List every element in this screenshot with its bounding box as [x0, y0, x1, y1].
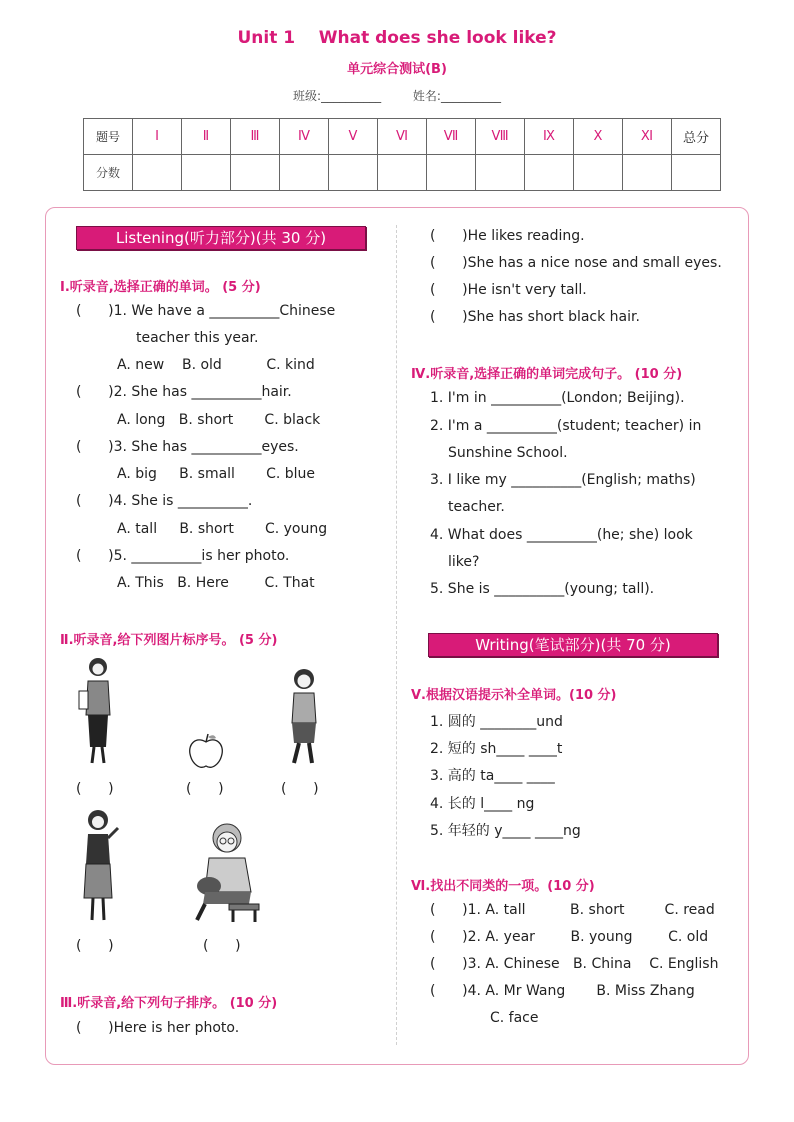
sentence-line: ( )Here is her photo. — [76, 1020, 240, 1036]
question-line: ( )5. __________is her photo. — [76, 548, 290, 564]
option-line: A. new B. old C. kind — [117, 357, 315, 373]
col-head: Ⅵ — [378, 119, 427, 155]
question-line: 3. 高的 ta____ ____ — [430, 768, 555, 784]
question-line: ( )1. A. tall B. short C. read — [430, 902, 715, 918]
col-head: Ⅰ — [133, 119, 182, 155]
sentence-line: ( )She has short black hair. — [430, 309, 640, 325]
score-cell[interactable] — [182, 155, 231, 191]
option-line: A. long B. short C. black — [117, 412, 321, 428]
score-head: 分数 — [84, 155, 133, 191]
question-line: ( )4. A. Mr Wang B. Miss Zhang — [430, 983, 695, 999]
score-cell[interactable] — [525, 155, 574, 191]
section-1-title: Ⅰ.听录音,选择正确的单词。 (5 分) — [60, 280, 261, 295]
option-line: A. This B. Here C. That — [117, 575, 315, 591]
col-head: Ⅴ — [329, 119, 378, 155]
score-cell[interactable] — [378, 155, 427, 191]
question-line: Sunshine School. — [448, 445, 568, 461]
col-head: Ⅹ — [574, 119, 623, 155]
section-2-title: Ⅱ.听录音,给下列图片标序号。 (5 分) — [60, 633, 278, 648]
col-head: Ⅱ — [182, 119, 231, 155]
answer-bracket[interactable]: ( ) — [281, 781, 319, 797]
col-head: Ⅶ — [427, 119, 476, 155]
page-title: Unit 1 What does she look like? — [237, 28, 557, 48]
col-head: Ⅲ — [231, 119, 280, 155]
score-cell[interactable] — [280, 155, 329, 191]
score-cell[interactable] — [574, 155, 623, 191]
question-line: 1. 圆的 ________und — [430, 714, 563, 730]
score-cell[interactable] — [672, 155, 721, 191]
answer-bracket[interactable]: ( ) — [76, 938, 114, 954]
col-head: Ⅷ — [476, 119, 525, 155]
listening-banner: Listening(听力部分)(共 30 分) — [76, 226, 366, 250]
question-line: ( )2. A. year B. young C. old — [430, 929, 709, 945]
student-info — [0, 87, 794, 104]
section-3-title: Ⅲ.听录音,给下列句子排序。 (10 分) — [60, 996, 278, 1011]
question-line: ( )3. She has __________eyes. — [76, 439, 299, 455]
sentence-line: ( )He likes reading. — [430, 228, 585, 244]
question-line: ( )2. She has __________hair. — [76, 384, 292, 400]
score-table — [83, 118, 721, 191]
question-line: teacher this year. — [136, 330, 259, 346]
answer-bracket[interactable]: ( ) — [186, 781, 224, 797]
section-5-title: Ⅴ.根据汉语提示补全单词。(10 分) — [411, 688, 617, 703]
section-6-title: Ⅵ.找出不同类的一项。(10 分) — [411, 879, 595, 894]
score-cell[interactable] — [623, 155, 672, 191]
question-line: like? — [448, 554, 480, 570]
page-subtitle: 单元综合测试(B) — [347, 62, 447, 77]
question-line: 4. What does __________(he; she) look — [430, 527, 693, 543]
column-divider — [396, 225, 397, 1045]
answer-bracket[interactable]: ( ) — [203, 938, 241, 954]
option-line: A. big B. small C. blue — [117, 466, 316, 482]
question-line: 4. 长的 l____ ng — [430, 796, 535, 812]
sentence-line: ( )He isn't very tall. — [430, 282, 587, 298]
old-man-picture — [183, 820, 265, 924]
answer-bracket[interactable]: ( ) — [76, 781, 114, 797]
score-cell[interactable] — [329, 155, 378, 191]
score-cell[interactable] — [476, 155, 525, 191]
apple-picture — [188, 732, 224, 770]
girl-picture — [282, 667, 326, 769]
woman-teacher-picture — [76, 655, 120, 767]
question-line: ( )3. A. Chinese B. China C. English — [430, 956, 719, 972]
question-line: ( )1. We have a __________Chinese — [76, 303, 336, 319]
row-head: 题号 — [84, 119, 133, 155]
question-line: 5. She is __________(young; tall). — [430, 581, 655, 597]
question-line: 1. I'm in __________(London; Beijing). — [430, 390, 685, 406]
question-line: 5. 年轻的 y____ ____ng — [430, 823, 581, 839]
col-head: Ⅳ — [280, 119, 329, 155]
name-field[interactable]: 姓名:__________ — [412, 89, 501, 103]
sentence-line: ( )She has a nice nose and small eyes. — [430, 255, 722, 271]
section-4-title: Ⅳ.听录音,选择正确的单词完成句子。 (10 分) — [411, 367, 683, 382]
woman-picture — [78, 808, 122, 924]
score-cell[interactable] — [133, 155, 182, 191]
option-line: C. face — [490, 1010, 539, 1026]
question-line: 2. 短的 sh____ ____t — [430, 741, 563, 757]
option-line: A. tall B. short C. young — [117, 521, 328, 537]
question-line: 2. I'm a __________(student; teacher) in — [430, 418, 702, 434]
score-cell[interactable] — [427, 155, 476, 191]
col-head: Ⅸ — [525, 119, 574, 155]
question-line: teacher. — [448, 499, 505, 515]
question-line: ( )4. She is __________. — [76, 493, 253, 509]
total-head: 总分 — [672, 119, 721, 155]
col-head: Ⅺ — [623, 119, 672, 155]
class-field[interactable]: 班级:__________ — [293, 89, 382, 103]
writing-banner: Writing(笔试部分)(共 70 分) — [428, 633, 718, 657]
question-line: 3. I like my __________(English; maths) — [430, 472, 696, 488]
score-cell[interactable] — [231, 155, 280, 191]
